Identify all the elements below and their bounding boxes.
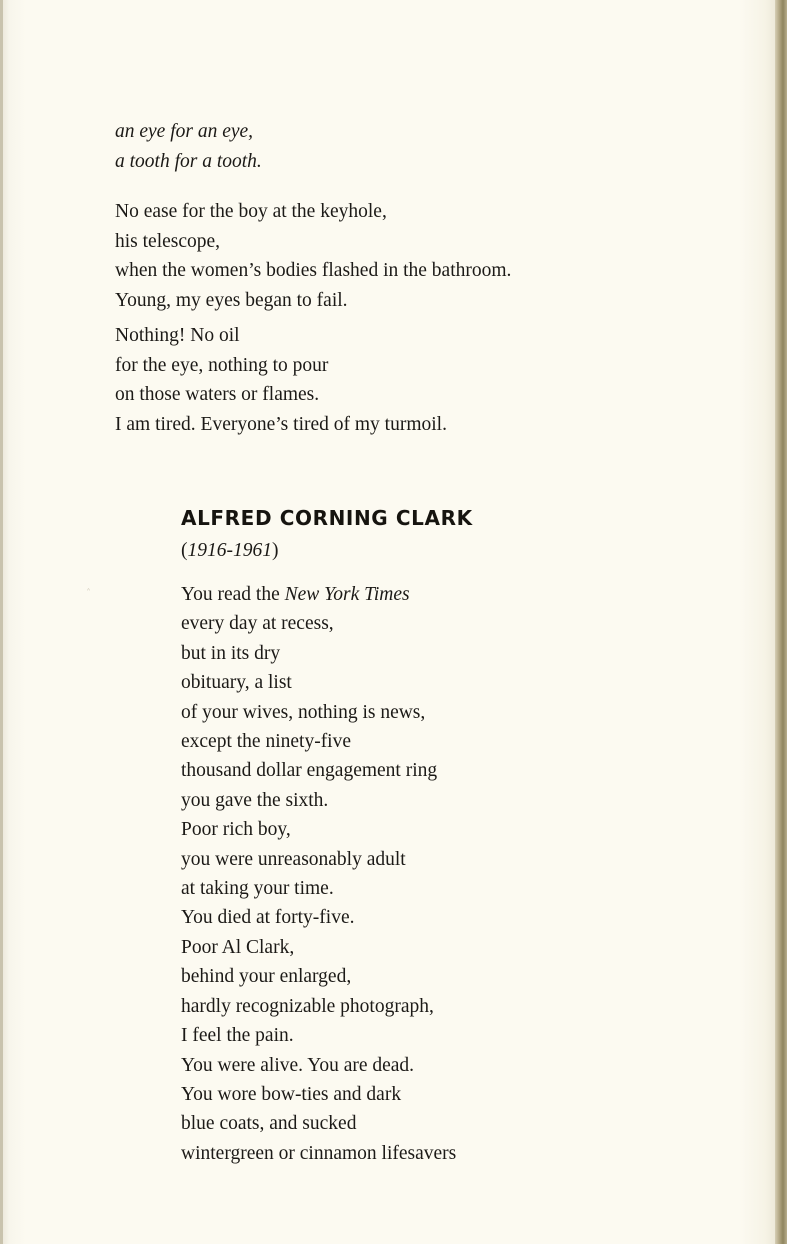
poem-line: wintergreen or cinnamon lifesavers (181, 1142, 457, 1164)
stanza-keyhole (115, 197, 511, 316)
dates-years: 1916-1961 (187, 540, 272, 561)
stanza-nothing (115, 321, 447, 440)
poem-line: No ease for the boy at the keyhole, (115, 201, 387, 222)
dates-close-paren: ) (272, 540, 279, 561)
poem-line: you gave the sixth. (181, 789, 329, 811)
poem-line: Young, my eyes began to fail. (115, 290, 348, 312)
poem-line: a tooth for a tooth. (115, 150, 262, 172)
poem-line: blue coats, and sucked (181, 1113, 357, 1135)
poem-line: I am tired. Everyone’s tired of my turmoil. (115, 414, 447, 436)
poem-line: but in its dry (181, 642, 281, 664)
poem-first-line (181, 580, 456, 609)
poem-line: at taking your time. (181, 878, 334, 900)
page-fore-edge (775, 0, 787, 1244)
poem-line: thousand dollar engagement ring (181, 760, 438, 782)
poem-line: hardly recognizable photograph, (181, 995, 434, 1017)
poem-line: Poor rich boy, (181, 819, 291, 841)
poem-line: when the women’s bodies flashed in the bathroom. (115, 260, 512, 282)
page-blemish: ˄ (86, 588, 91, 599)
poem-line: an eye for an eye, (115, 121, 254, 142)
poem-title: ALFRED CORNING CLARK (181, 506, 473, 530)
poem-line: every day at recess, (181, 613, 334, 635)
stanza-clark (181, 580, 456, 1168)
poem-line: You died at forty-five. (181, 907, 355, 929)
dates-open-paren: ( (181, 540, 188, 561)
newspaper-title: New York Times (284, 584, 410, 605)
stanza-epigraph (115, 117, 262, 176)
poem-line: except the ninety-five (181, 731, 352, 753)
poem-line: you were unreasonably adult (181, 848, 406, 870)
poem-line: You were alive. You are dead. (181, 1054, 415, 1076)
poem-line: behind your enlarged, (181, 966, 352, 988)
poem-line: of your wives, nothing is news, (181, 701, 426, 723)
poem-line: I feel the pain. (181, 1025, 294, 1047)
poem-dates (181, 537, 279, 565)
page-gutter-edge (0, 0, 3, 1244)
poem-line: Nothing! No oil (115, 325, 240, 346)
poem-line: obituary, a list (181, 672, 292, 694)
first-line-text: You read the (181, 584, 285, 605)
poem-line: Poor Al Clark, (181, 936, 295, 958)
poem-line: You wore bow-ties and dark (181, 1083, 402, 1105)
poem-line: his telescope, (115, 230, 221, 252)
poem-line: for the eye, nothing to pour (115, 354, 329, 376)
poem-line: on those waters or flames. (115, 384, 320, 406)
